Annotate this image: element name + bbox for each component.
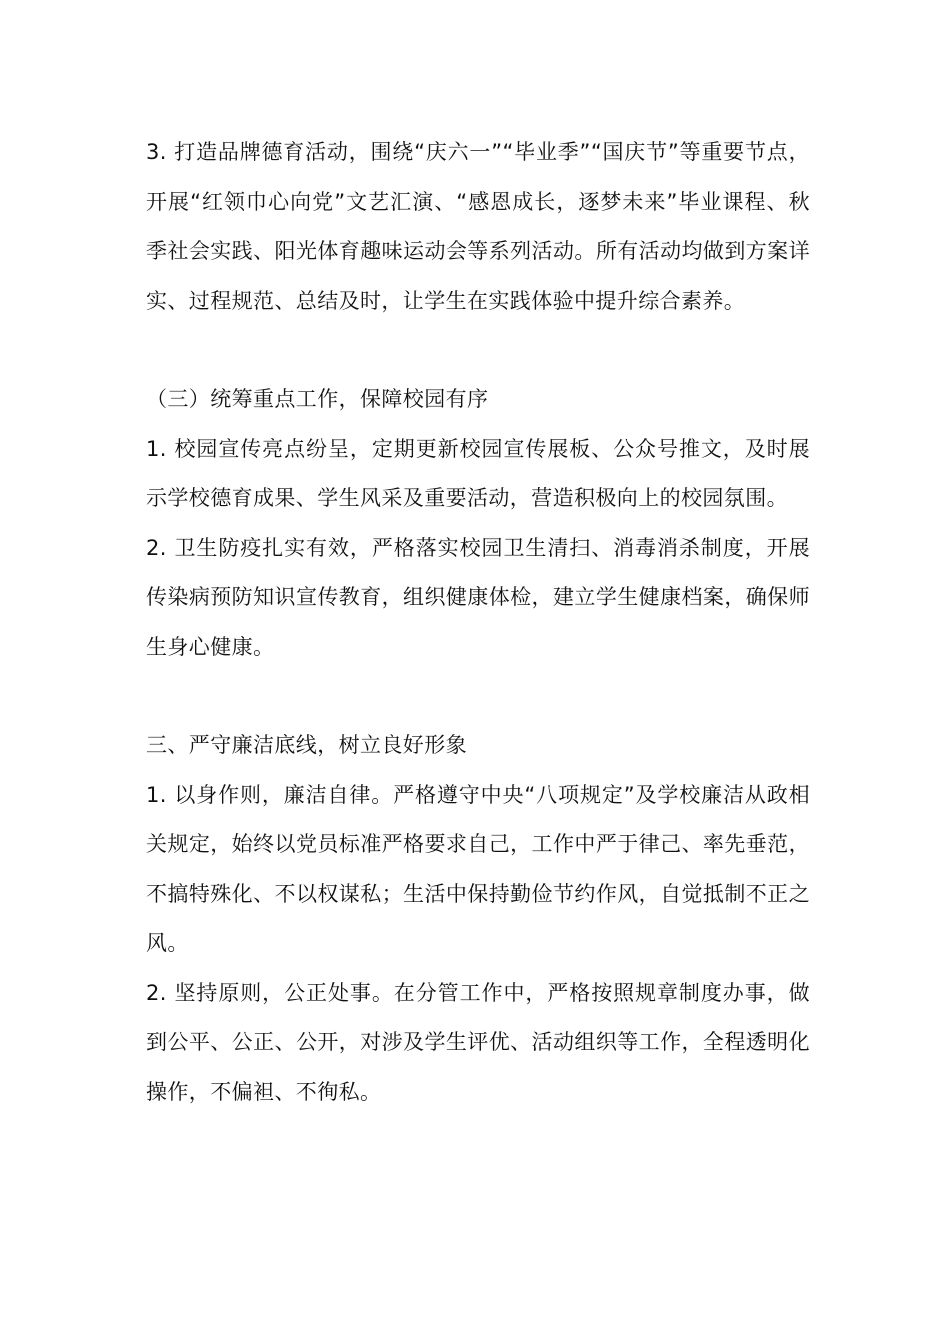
list-item: 2. 卫生防疫扎实有效，严格落实校园卫生清扫、消毒消杀制度，开展传染病预防知识宣传教育，组织健康体检，建立学生健康档案，确保师生身心健康。	[146, 535, 810, 659]
paragraph-spacer	[146, 672, 810, 721]
list-item: 1. 校园宣传亮点纷呈，定期更新校园宣传展板、公众号推文，及时展示学校德育成果、学生风采及重要活动，营造积极向上的校园氛围。	[146, 436, 810, 510]
document-body	[146, 128, 810, 1117]
paragraph-activities: 3. 打造品牌德育活动，围绕“庆六一”“毕业季”“国庆节”等重要节点，开展“红领巾心向党”文艺汇演、“感恩成长，逐梦未来”毕业课程、秋季社会实践、阳光体育趣味运动会等系列活动。所有活动均做到方案详实、过程规范、总结及时，让学生在实践体验中提升综合素养。	[146, 140, 810, 313]
list-item: 1. 以身作则，廉洁自律。严格遵守中央“八项规定”及学校廉洁从政相关规定，始终以党员标准严格要求自己，工作中严于律己、率先垂范，不搞特殊化、不以权谋私；生活中保持勤俭节约作风，自觉抵制不正之风。	[146, 782, 810, 955]
section-heading: 三、严守廉洁底线，树立良好形象	[146, 733, 467, 757]
paragraph-spacer	[146, 326, 810, 375]
subsection-heading: （三）统筹重点工作，保障校园有序	[146, 387, 489, 411]
list-item: 2. 坚持原则，公正处事。在分管工作中，严格按照规章制度办事，做到公平、公正、公开，对涉及学生评优、活动组织等工作，全程透明化操作，不偏袒、不徇私。	[146, 980, 810, 1104]
